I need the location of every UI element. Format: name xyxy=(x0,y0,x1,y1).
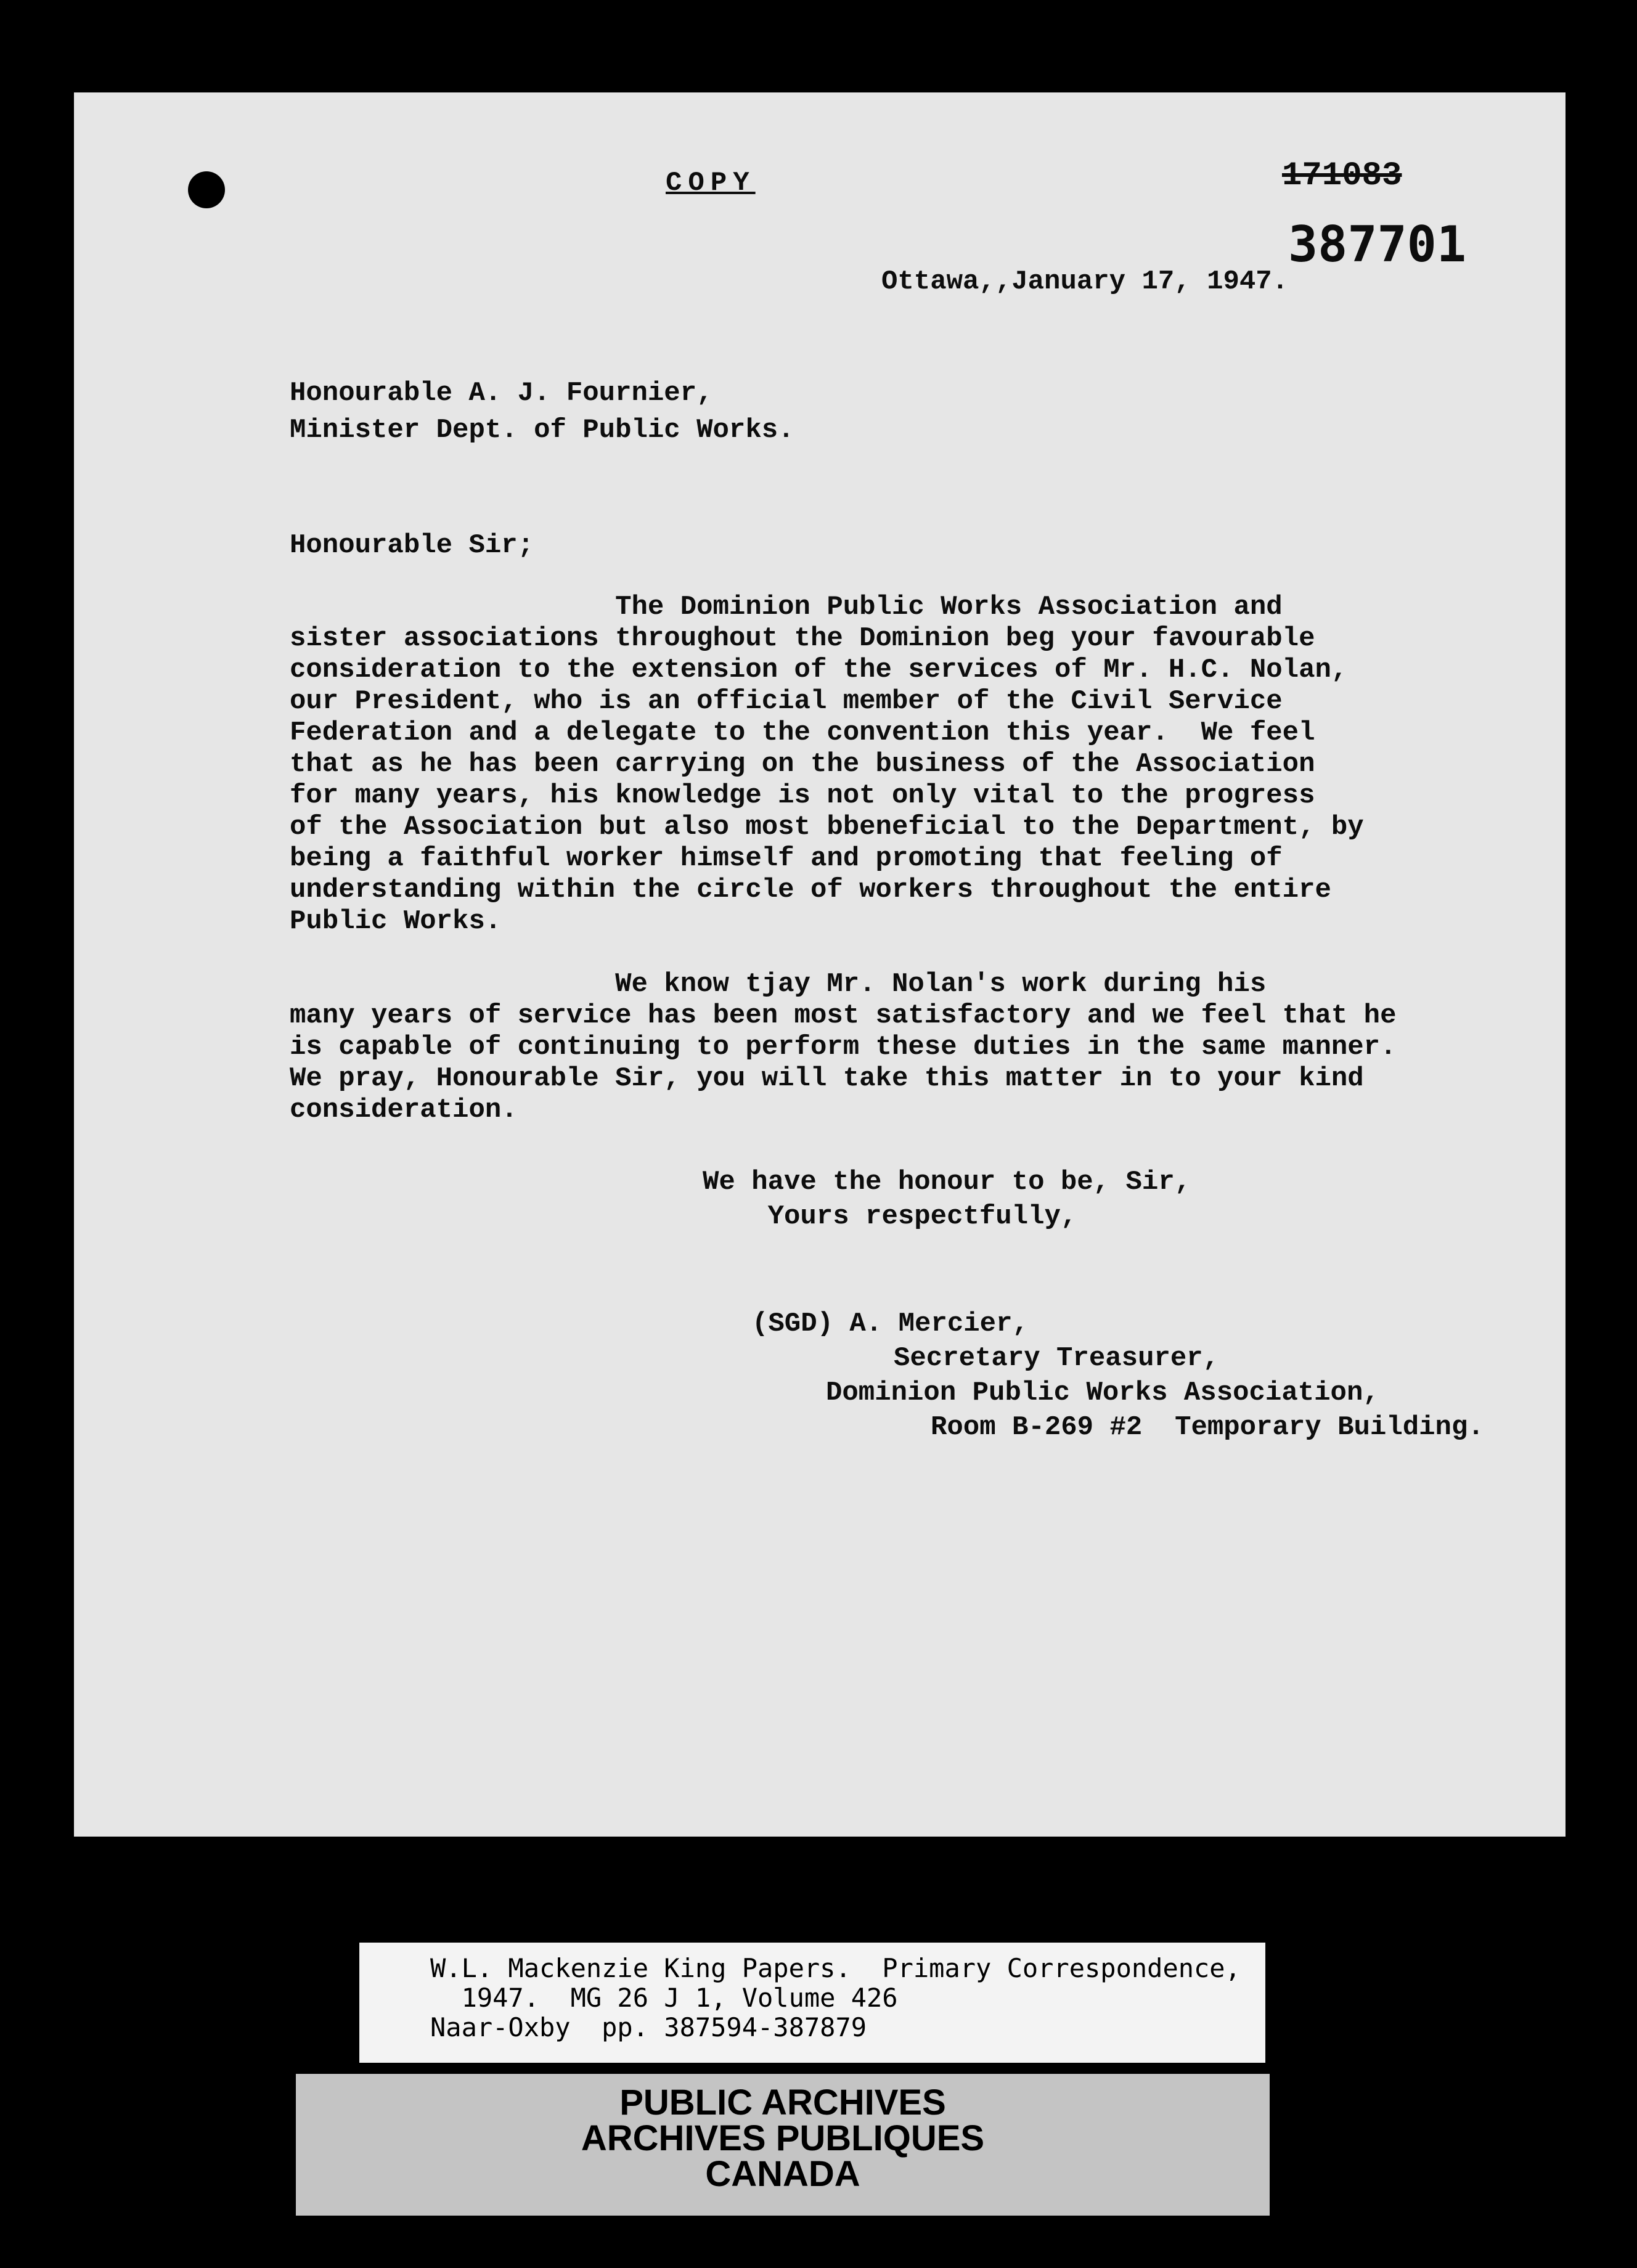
recipient-name: Honourable A. J. Fournier, xyxy=(290,378,713,409)
signature-title: Secretary Treasurer, xyxy=(894,1343,1220,1374)
salutation: Honourable Sir; xyxy=(290,530,534,561)
paragraph-1: The Dominion Public Works Association and sister associations throughout the Dominion beg your favourable consideration to the extension of the services of Mr. H.C. Nolan, our President, who is an official member of the Civil Service Federation and a delegate to the convention this year. We feel that as he has been carrying on the business of the Association for many years, his knowledge is not only vital to the progress of the Association but also most bbeneficial to the Department, by being a faithful worker himself and promoting that feeling of understanding within the circle of workers throughout the entire Public Works. xyxy=(290,592,1364,937)
stamp-line-1: PUBLIC ARCHIVES xyxy=(619,2082,946,2123)
signature-block xyxy=(752,1307,1484,1445)
letter-body xyxy=(290,592,1399,1126)
archive-label-line-3: Naar-Oxby pp. 387594-387879 xyxy=(430,2012,867,2042)
closing-line-2: Yours respectfully, xyxy=(703,1201,1077,1232)
paragraph-2: We know tjay Mr. Nolan's work during his many years of service has been most satisfactory and we feel that he is capable of continuing to perform these duties in the same manner. We pray, Honourable Sir, you will take this matter in to your kind consideration. xyxy=(290,969,1397,1125)
closing xyxy=(703,1165,1191,1234)
archive-label xyxy=(359,1943,1265,2063)
recipient-address xyxy=(290,375,794,449)
date-line: Ottawa,,January 17, 1947. xyxy=(881,266,1289,297)
old-file-number: 171083 xyxy=(1282,157,1402,195)
punch-hole xyxy=(188,171,225,208)
stamp-line-2: ARCHIVES PUBLIQUES xyxy=(581,2118,985,2158)
archive-label-line-1: W.L. Mackenzie King Papers. Primary Correspondence, xyxy=(430,1953,1241,1983)
recipient-title: Minister Dept. of Public Works. xyxy=(290,415,794,446)
copy-heading: COPY xyxy=(666,168,756,198)
signature-address: Room B-269 #2 Temporary Building. xyxy=(931,1412,1484,1443)
letter-page xyxy=(74,92,1566,1837)
signature-name: (SGD) A. Mercier, xyxy=(752,1308,1029,1339)
archive-stamp xyxy=(296,2074,1270,2216)
stamp-line-3: CANADA xyxy=(705,2154,860,2194)
closing-line-1: We have the honour to be, Sir, xyxy=(703,1167,1191,1197)
signature-organization: Dominion Public Works Association, xyxy=(826,1377,1379,1408)
file-number: 387701 xyxy=(1288,216,1466,273)
archive-label-line-2: 1947. MG 26 J 1, Volume 426 xyxy=(430,1983,898,2013)
